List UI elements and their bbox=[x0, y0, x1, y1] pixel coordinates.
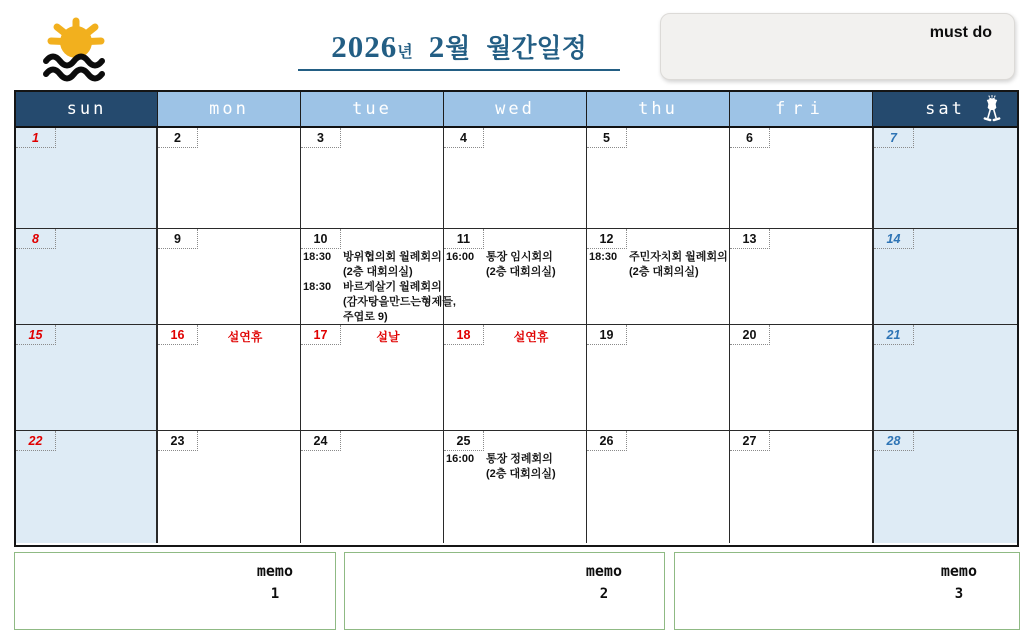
date-number: 7 bbox=[874, 128, 914, 148]
date-number: 27 bbox=[730, 431, 770, 451]
calendar-cell[interactable] bbox=[587, 229, 730, 325]
event-time bbox=[587, 265, 629, 280]
calendar-cell[interactable] bbox=[301, 128, 444, 229]
calendar-cell[interactable] bbox=[158, 431, 301, 543]
date-number: 5 bbox=[587, 128, 627, 148]
date-number: 22 bbox=[16, 431, 56, 451]
memo-box-3[interactable] bbox=[674, 552, 1020, 630]
calendar-cell[interactable] bbox=[587, 431, 730, 543]
calendar-grid bbox=[14, 90, 1019, 547]
event-text: 방위협의회 월례회의 bbox=[343, 251, 442, 263]
date-number: 24 bbox=[301, 431, 341, 451]
date-number: 12 bbox=[587, 229, 627, 249]
date-number: 28 bbox=[874, 431, 914, 451]
title-month-suffix: 월 bbox=[445, 34, 471, 63]
event-line bbox=[301, 250, 443, 265]
calendar-cell[interactable] bbox=[158, 128, 301, 229]
event-line bbox=[301, 310, 443, 325]
date-number: 19 bbox=[587, 325, 627, 345]
calendar-cell[interactable] bbox=[730, 325, 873, 431]
event-text: (2층 대회의실) bbox=[629, 266, 699, 278]
calendar-cell[interactable] bbox=[16, 128, 158, 229]
event-text: (2층 대회의실) bbox=[486, 468, 556, 480]
calendar-cell[interactable] bbox=[730, 128, 873, 229]
date-number: 8 bbox=[16, 229, 56, 249]
calendar-cell[interactable] bbox=[444, 229, 587, 325]
holiday-label: 설날 bbox=[376, 330, 400, 344]
event-line bbox=[444, 250, 586, 265]
weekday-header-fri: fri bbox=[730, 92, 873, 128]
calendar-cell[interactable] bbox=[873, 128, 1017, 229]
date-number: 23 bbox=[158, 431, 198, 451]
calendar-cell[interactable] bbox=[301, 229, 456, 325]
event-text: (2층 대회의실) bbox=[343, 266, 413, 278]
title-month: 2 bbox=[428, 29, 446, 64]
calendar-cell[interactable] bbox=[444, 128, 587, 229]
calendar-cell[interactable] bbox=[301, 325, 444, 431]
calendar-cell[interactable] bbox=[873, 229, 1017, 325]
title-year-suffix: 년 bbox=[397, 44, 413, 61]
memo-number: 1 bbox=[270, 586, 280, 602]
event-text: 통장 정례회의 bbox=[486, 453, 553, 465]
page-title bbox=[298, 28, 620, 71]
sunrise-over-waves-icon bbox=[30, 16, 122, 87]
date-number: 26 bbox=[587, 431, 627, 451]
memo-label: memo bbox=[256, 562, 293, 580]
calendar-cell[interactable] bbox=[444, 431, 587, 543]
calendar-cell[interactable] bbox=[873, 325, 1017, 431]
event-text: 주민자치회 월례회의 bbox=[629, 251, 728, 263]
weekday-header-mon: mon bbox=[158, 92, 301, 128]
calendar-cell[interactable] bbox=[444, 325, 587, 431]
weekday-header-tue: tue bbox=[301, 92, 444, 128]
memo-number: 2 bbox=[599, 586, 609, 602]
weekday-header-sun: sun bbox=[16, 92, 158, 128]
event-text: 바르게살기 월례회의 bbox=[343, 281, 442, 293]
event-text: (감자탕을만드는형제들, bbox=[343, 296, 456, 308]
date-number: 15 bbox=[16, 325, 56, 345]
weekday-header-wed: wed bbox=[444, 92, 587, 128]
event-time: 18:30 bbox=[303, 281, 332, 293]
event-list bbox=[301, 250, 456, 325]
calendar-cell[interactable] bbox=[158, 229, 301, 325]
date-number: 6 bbox=[730, 128, 770, 148]
holiday-label: 설연휴 bbox=[227, 330, 263, 344]
calendar-cell[interactable] bbox=[301, 431, 444, 543]
event-list bbox=[587, 250, 729, 280]
memo-caption bbox=[941, 562, 977, 602]
event-text: 통장 임시회의 bbox=[486, 251, 553, 263]
event-text: 주엽로 9) bbox=[343, 311, 388, 323]
date-number: 2 bbox=[158, 128, 198, 148]
memo-caption bbox=[586, 562, 622, 602]
weekday-header-thu: thu bbox=[587, 92, 730, 128]
event-list bbox=[444, 250, 586, 280]
memo-box-2[interactable] bbox=[344, 552, 665, 630]
memo-label: memo bbox=[585, 562, 622, 580]
event-time: 16:00 bbox=[446, 251, 475, 263]
memo-box-1[interactable] bbox=[14, 552, 336, 630]
memo-label: memo bbox=[940, 562, 977, 580]
event-time bbox=[301, 295, 343, 310]
event-line bbox=[444, 467, 586, 482]
event-time: 18:30 bbox=[303, 251, 332, 263]
must-do-label: must do bbox=[929, 24, 992, 41]
date-number: 10 bbox=[301, 229, 341, 249]
event-time: 18:30 bbox=[589, 251, 618, 263]
event-time bbox=[301, 265, 343, 280]
calendar-cell[interactable] bbox=[16, 431, 158, 543]
date-number: 25 bbox=[444, 431, 484, 451]
event-line bbox=[444, 265, 586, 280]
date-number: 1 bbox=[16, 128, 56, 148]
date-number: 21 bbox=[874, 325, 914, 345]
event-time bbox=[301, 310, 343, 325]
date-number: 9 bbox=[158, 229, 198, 249]
calendar-cell[interactable] bbox=[730, 431, 873, 543]
event-time bbox=[444, 265, 486, 280]
event-list bbox=[444, 452, 586, 482]
date-number: 20 bbox=[730, 325, 770, 345]
calendar-cell[interactable] bbox=[730, 229, 873, 325]
title-label: 월간일정 bbox=[486, 34, 587, 63]
date-number: 14 bbox=[874, 229, 914, 249]
date-number: 17 bbox=[301, 325, 341, 345]
calendar-cell[interactable] bbox=[16, 229, 158, 325]
date-number: 3 bbox=[301, 128, 341, 148]
calendar-cell[interactable] bbox=[587, 325, 730, 431]
must-do-box[interactable] bbox=[660, 13, 1015, 80]
date-number: 13 bbox=[730, 229, 770, 249]
holiday-label: 설연휴 bbox=[513, 330, 549, 344]
date-number: 11 bbox=[444, 229, 484, 249]
event-line bbox=[587, 250, 729, 265]
memo-number: 3 bbox=[954, 586, 964, 602]
event-line bbox=[301, 295, 456, 310]
calendar-cell[interactable] bbox=[873, 431, 1017, 543]
date-number: 16 bbox=[158, 325, 198, 345]
event-time: 16:00 bbox=[446, 453, 475, 465]
calendar-cell[interactable] bbox=[16, 325, 158, 431]
memo-caption bbox=[257, 562, 293, 602]
calendar-cell[interactable] bbox=[158, 325, 301, 431]
event-line bbox=[301, 265, 443, 280]
event-text: (2층 대회의실) bbox=[486, 266, 556, 278]
event-line bbox=[301, 280, 443, 295]
event-line bbox=[444, 452, 586, 467]
weekday-header-sat bbox=[873, 92, 1017, 128]
title-year: 2026 bbox=[331, 29, 398, 64]
date-number: 4 bbox=[444, 128, 484, 148]
event-line bbox=[587, 265, 729, 280]
date-number: 18 bbox=[444, 325, 484, 345]
event-time bbox=[444, 467, 486, 482]
champagne-toast-icon bbox=[975, 95, 1009, 131]
weekday-header-sat-label: sat bbox=[925, 99, 965, 119]
calendar-cell[interactable] bbox=[587, 128, 730, 229]
